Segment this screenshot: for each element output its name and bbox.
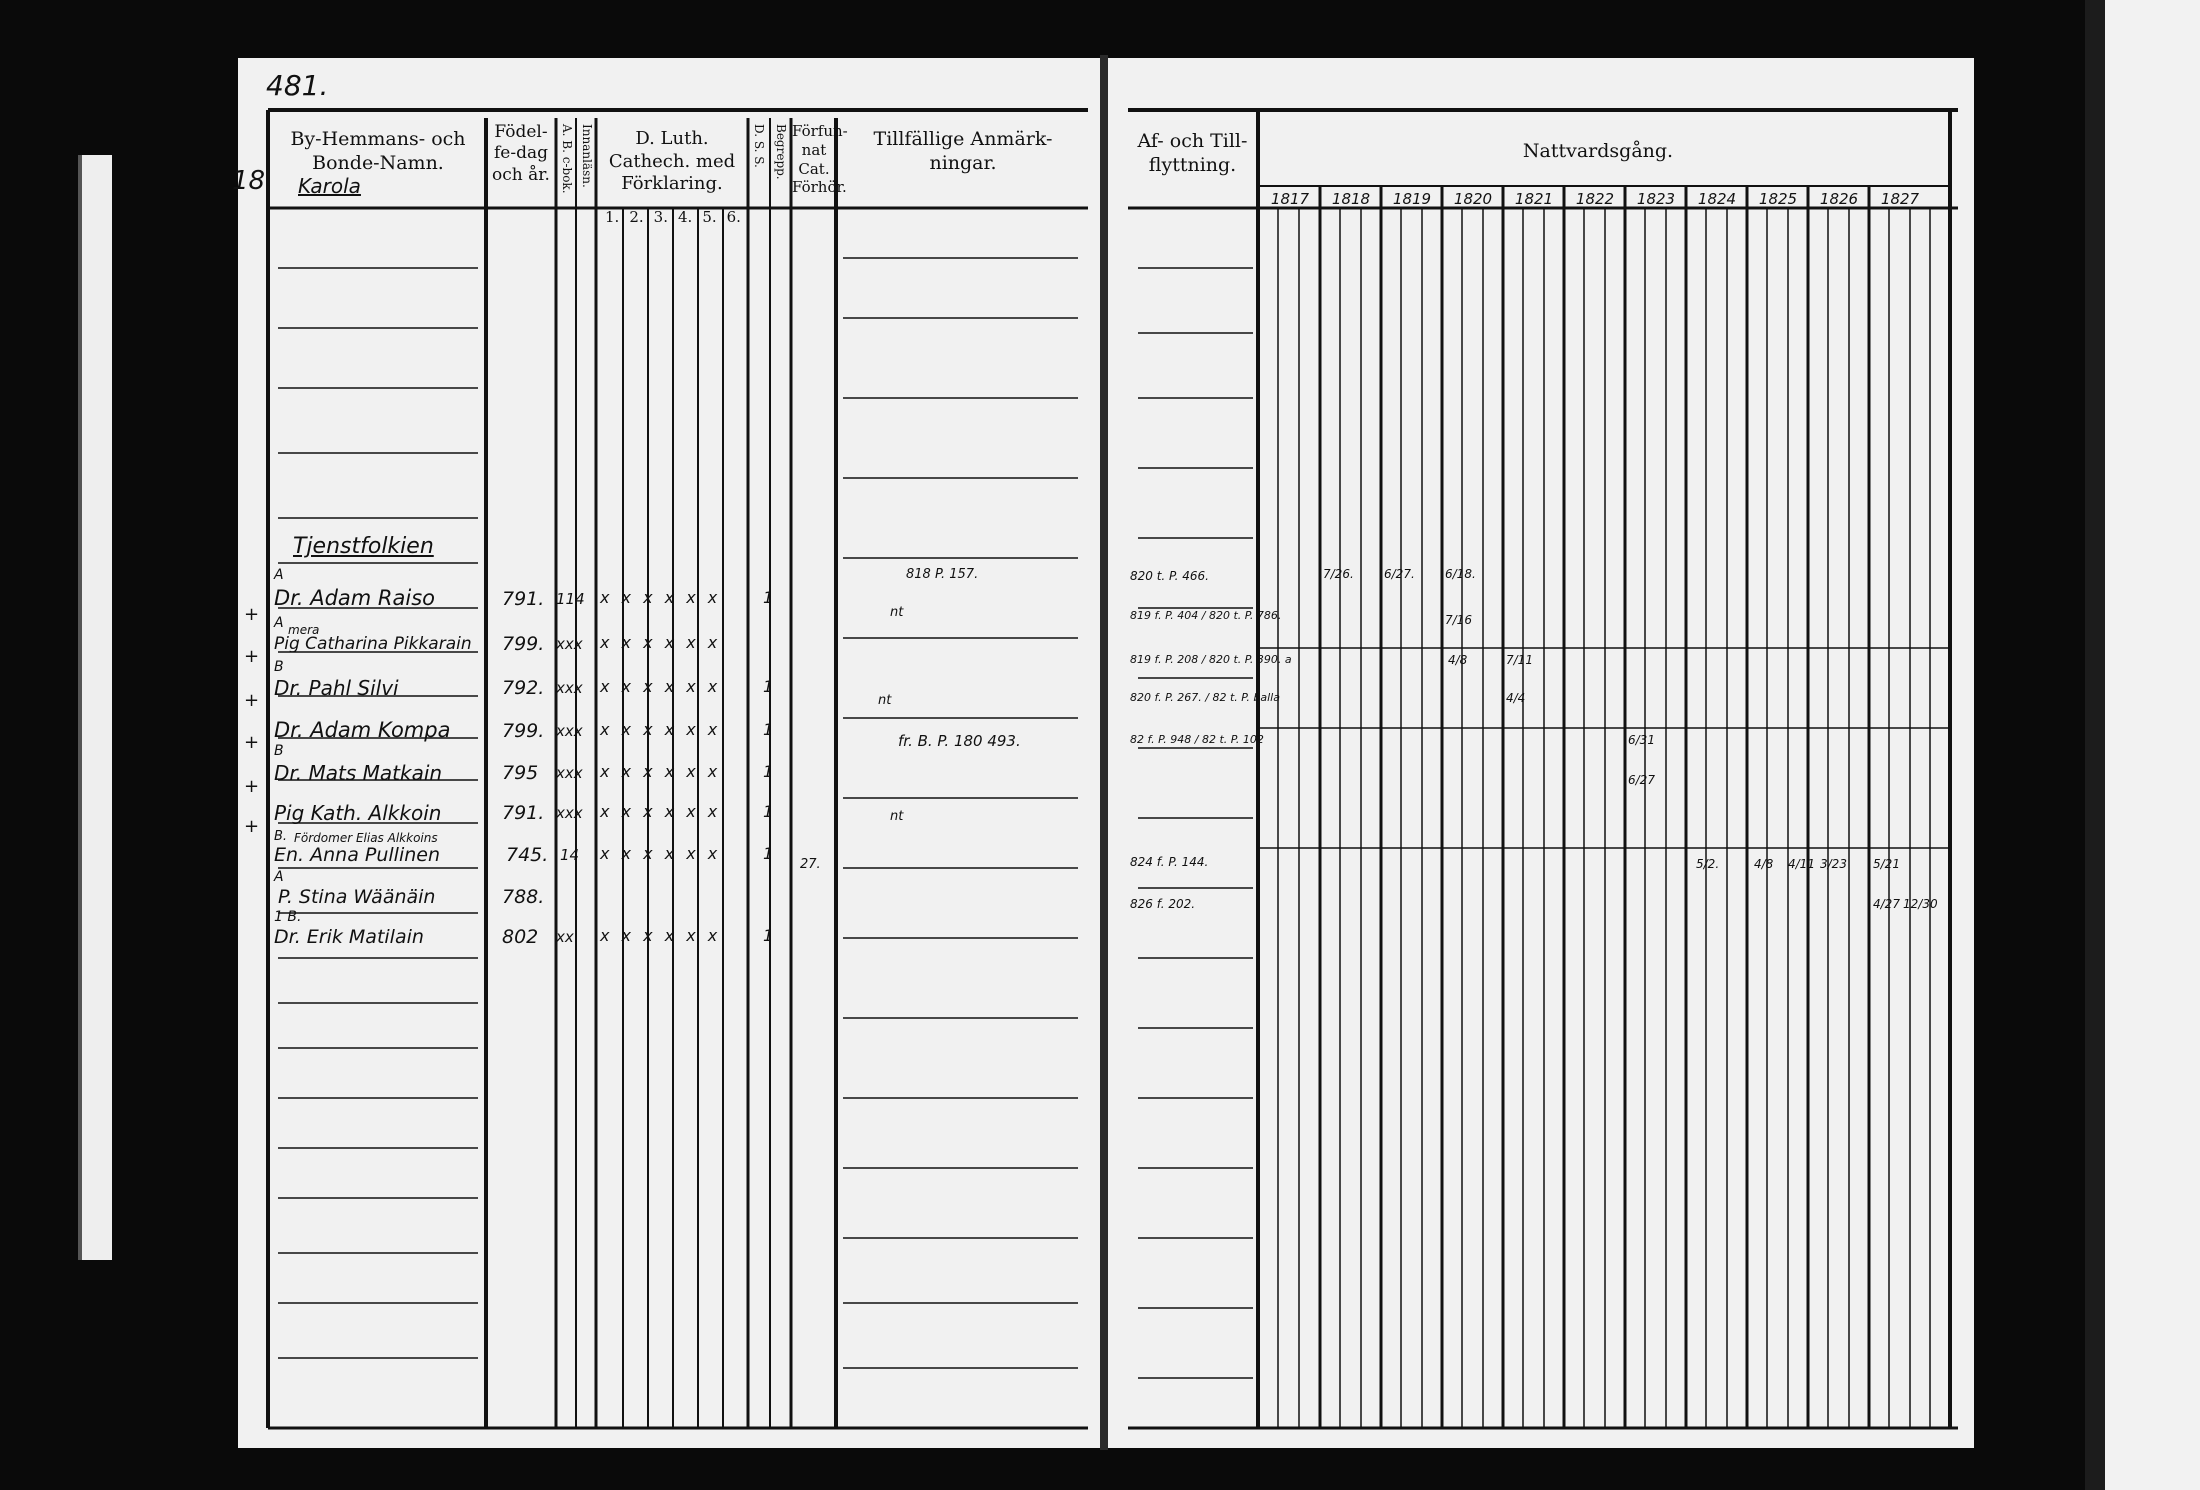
cat-col-1: 1. (605, 208, 620, 226)
row-grade: B. (274, 829, 288, 844)
communion-entry: 12/30 (1903, 897, 1938, 911)
row-name: Dr. Adam Raiso (274, 586, 436, 610)
row-catechism: x x x x x x (600, 844, 718, 863)
row-grade: A (274, 567, 284, 583)
row-name: Pig Catharina Pikkarain (274, 634, 472, 654)
cat-col-3: 3. (653, 208, 668, 226)
row-abc: xxx (556, 635, 583, 653)
row-birth: 745. (506, 844, 549, 866)
row-remark: fr. B. P. 180 493. (898, 732, 1021, 750)
communion-entry: 4/27 (1873, 897, 1900, 911)
year-1824: 1824 (1697, 190, 1737, 208)
row-grade: A (274, 869, 284, 885)
row-name: En. Anna Pullinen (274, 844, 440, 866)
row-catechism: x x x x x x (600, 588, 718, 607)
row-name: Dr. Erik Matilain (274, 926, 424, 948)
row-abc: xx (556, 928, 574, 946)
header-moving: Af- och Till-flyttning. (1137, 130, 1248, 176)
header-abc: A. B. c-bok. (560, 124, 574, 194)
header-remarks: Tillfällige Anmärk-ningar. (873, 128, 1053, 174)
communion-entry: 5/2. (1696, 857, 1720, 871)
row-dss: 1 (763, 720, 774, 739)
cat-col-5: 5. (702, 208, 717, 226)
communion-entry: 6/18. (1445, 567, 1476, 581)
row-birth: 799. (502, 720, 545, 742)
moving-entry: 820 f. P. 267. / 82 t. P. balla (1130, 691, 1280, 704)
farm-name: Karola (298, 174, 361, 198)
row-dss: 1 (763, 677, 774, 696)
right-register-page (1108, 58, 1974, 1448)
header-dss: D. S. S. (752, 124, 766, 168)
communion-entry: 7/26. (1323, 567, 1354, 581)
row-dss: 1 (763, 926, 774, 945)
header-forfunnit: Förfun-nat Cat. Förhör. (792, 122, 848, 197)
row-abc: xxx (556, 804, 583, 822)
year-1826: 1826 (1819, 190, 1859, 208)
year-1820: 1820 (1453, 190, 1493, 208)
header-begrepp: Begrepp. (774, 124, 788, 180)
header-innanlasning: Innanläsn. (580, 124, 594, 188)
year-1821: 1821 (1514, 190, 1554, 208)
row-catechism: x x x x x x (600, 633, 718, 652)
row-name: Pig Kath. Alkkoin (274, 801, 442, 825)
communion-entry: 7/16 (1445, 613, 1472, 627)
row-birth: 795 (502, 762, 539, 784)
header-names: By-Hemmans- och Bonde-Namn. (290, 128, 466, 174)
row-birth: 788. (502, 886, 545, 908)
section-title: Tjenstfolkien (293, 534, 434, 559)
row-remark: nt (890, 809, 904, 824)
year-1817: 1817 (1270, 190, 1310, 208)
page-edge-strip-right (2105, 0, 2200, 1490)
row-grade: 1 B. (274, 909, 302, 925)
margin-number: 18. (232, 166, 274, 196)
row-dss: 1 (763, 802, 774, 821)
communion-entry: 5/21 (1873, 857, 1900, 871)
row-dss: 1 (763, 844, 774, 863)
row-mark: + (244, 732, 260, 753)
cat-col-4: 4. (677, 208, 693, 226)
row-name: Dr. Mats Matkain (274, 761, 443, 785)
row-mark: + (244, 776, 260, 797)
row-dss: 1 (763, 588, 774, 607)
cat-col-6: 6. (726, 208, 741, 226)
communion-entry: 6/27 (1628, 773, 1655, 787)
row-abc: xxx (556, 722, 583, 740)
year-1825: 1825 (1758, 190, 1798, 208)
communion-entry: 4/8 (1754, 857, 1774, 871)
moving-entry: 820 t. P. 466. (1130, 569, 1209, 583)
row-catechism: x x x x x x (600, 926, 718, 945)
row-mark: + (244, 646, 260, 667)
year-1822: 1822 (1575, 190, 1615, 208)
row-note: Fördomer Elias Alkkoins (294, 831, 438, 845)
row-forfunnit: 27. (800, 857, 821, 872)
moving-entry: 826 f. 202. (1130, 897, 1196, 911)
left-register-page (232, 58, 1100, 1448)
row-catechism: x x x x x x (600, 802, 718, 821)
communion-entry: 4/11 (1788, 857, 1815, 871)
page-edge-strip-left (78, 155, 112, 1260)
communion-entry: 4/8 (1448, 653, 1468, 667)
row-abc: xxx (556, 764, 583, 782)
row-mark: + (244, 690, 260, 711)
year-1823: 1823 (1636, 190, 1676, 208)
communion-entry: 6/31 (1628, 733, 1655, 747)
row-birth: 791. (502, 802, 545, 824)
communion-entry: 3/23 (1820, 857, 1847, 871)
row-remark: 818 P. 157. (906, 567, 979, 582)
row-grade: A (274, 615, 284, 631)
header-communion: Nattvardsgång. (1522, 140, 1674, 162)
row-birth: 802 (502, 926, 539, 948)
header-catechism: D. Luth. Cathech. med Förklaring. (608, 128, 736, 194)
row-catechism: x x x x x x (600, 720, 718, 739)
communion-entry: 6/27. (1384, 567, 1415, 581)
row-remark: nt (878, 693, 892, 708)
row-name: P. Stina Wäänäin (278, 886, 436, 908)
row-name: Dr. Adam Kompa (274, 718, 451, 742)
row-abc: 14 (560, 846, 580, 864)
row-mark: + (244, 816, 260, 837)
book-cover-edge (2085, 0, 2105, 1490)
row-remark: nt (890, 605, 904, 620)
row-birth: 791. (502, 588, 545, 610)
communion-entry: 4/4 (1506, 691, 1526, 705)
moving-entry: 824 f. P. 144. (1130, 855, 1209, 869)
catechism-column-numbers (600, 210, 746, 225)
communion-entry: 7/11 (1506, 653, 1533, 667)
row-abc: xxx (556, 679, 583, 697)
row-name: Dr. Pahl Silvi (274, 676, 399, 700)
row-mark: + (244, 604, 260, 625)
row-birth: 792. (502, 677, 545, 699)
header-birth: Födel-fe-dag och år. (492, 122, 550, 185)
book-gutter (1100, 55, 1108, 1450)
row-catechism: x x x x x x (600, 762, 718, 781)
row-birth: 799. (502, 633, 545, 655)
row-catechism: x x x x x x (600, 677, 718, 696)
row-grade: B (274, 659, 284, 675)
row-abc: 114 (556, 590, 585, 608)
row-note: mera (288, 623, 320, 637)
page-number: 481. (266, 69, 329, 102)
row-dss: 1 (763, 762, 774, 781)
moving-entry: 819 f. P. 404 / 820 t. P. 786. (1130, 609, 1282, 622)
year-1819: 1819 (1392, 190, 1432, 208)
right-page-ruling (1108, 58, 1974, 1448)
year-1827: 1827 (1880, 190, 1920, 208)
row-grade: B (274, 743, 284, 759)
moving-entry: 82 f. P. 948 / 82 t. P. 102 (1130, 733, 1264, 746)
moving-entry: 819 f. P. 208 / 820 t. P. 390. a (1130, 653, 1292, 666)
cat-col-2: 2. (629, 208, 644, 226)
year-1818: 1818 (1331, 190, 1371, 208)
left-page-ruling (238, 58, 1100, 1448)
